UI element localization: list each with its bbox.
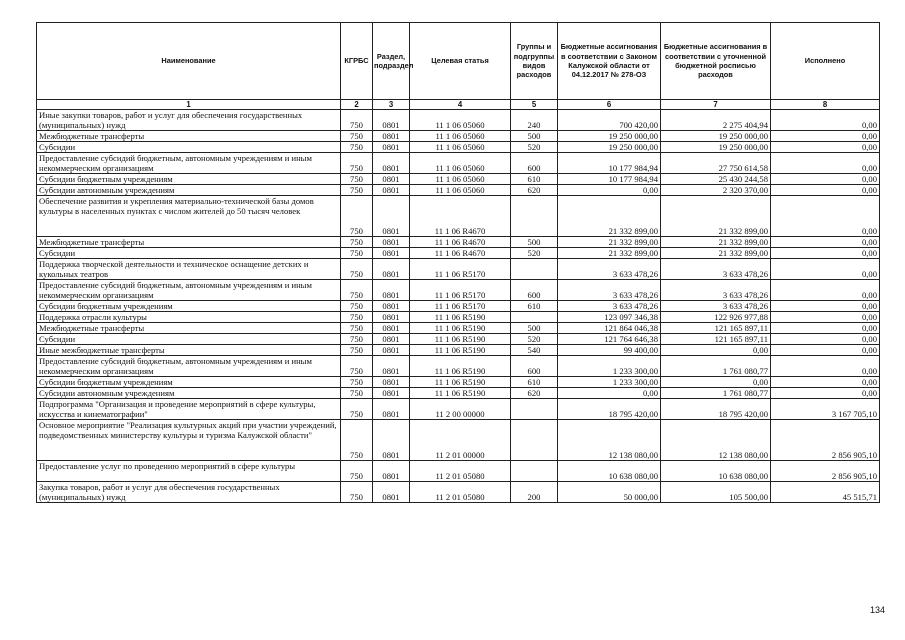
- table-row: [37, 174, 880, 185]
- row-name-cell: Межбюджетные трансферты: [37, 237, 341, 248]
- row-executed-amount-cell: 0,00: [771, 345, 880, 356]
- row-section-cell: 0801: [373, 420, 410, 461]
- row-name-cell: Обеспечение развития и укрепления материально-технической базы домов культуры в населенных пунктах с числом жителей до 50 тысяч человек: [37, 196, 341, 237]
- row-executed-amount-cell: 0,00: [771, 323, 880, 334]
- row-law-amount-cell: 18 795 420,00: [558, 399, 661, 420]
- row-law-amount-cell: 1 233 300,00: [558, 377, 661, 388]
- row-name-cell: Поддержка отрасли культуры: [37, 312, 341, 323]
- row-name-cell: Предоставление субсидий бюджетным, автономным учреждениям и иным некоммерческим организациям: [37, 356, 341, 377]
- row-target-cell: 11 2 00 00000: [410, 399, 511, 420]
- row-executed-amount-cell: 0,00: [771, 174, 880, 185]
- row-name-cell: Субсидии: [37, 142, 341, 153]
- row-refined-amount-cell: 122 926 977,88: [661, 312, 771, 323]
- table-row: [37, 301, 880, 312]
- row-executed-amount-cell: 0,00: [771, 153, 880, 174]
- row-name-cell: Предоставление услуг по проведению мероприятий в сфере культуры: [37, 461, 341, 482]
- row-executed-amount-cell: 0,00: [771, 312, 880, 323]
- header-section: Раздел, подраздел: [373, 23, 410, 100]
- header-refined: Бюджетные ассигнования в соответствии с уточненной бюджетной росписью расходов: [661, 23, 771, 100]
- row-refined-amount-cell: 3 633 478,26: [661, 259, 771, 280]
- row-executed-amount-cell: 0,00: [771, 334, 880, 345]
- row-name-cell: Иные закупки товаров, работ и услуг для обеспечения государственных (муниципальных) нужд: [37, 110, 341, 131]
- row-name-cell: Предоставление субсидий бюджетным, автономным учреждениям и иным некоммерческим организациям: [37, 153, 341, 174]
- row-group-cell: [511, 420, 558, 461]
- row-executed-amount-cell: 45 515,71: [771, 482, 880, 503]
- row-law-amount-cell: 21 332 899,00: [558, 248, 661, 259]
- row-target-cell: 11 2 01 05080: [410, 482, 511, 503]
- row-kgrbs-cell: 750: [341, 399, 373, 420]
- row-kgrbs-cell: 750: [341, 174, 373, 185]
- row-name-cell: Закупка товаров, работ и услуг для обеспечения государственных (муниципальных) нужд: [37, 482, 341, 503]
- row-group-cell: 600: [511, 153, 558, 174]
- row-refined-amount-cell: 1 761 080,77: [661, 388, 771, 399]
- table-row: [37, 461, 880, 482]
- row-group-cell: 620: [511, 388, 558, 399]
- row-section-cell: 0801: [373, 174, 410, 185]
- row-executed-amount-cell: 3 167 705,10: [771, 399, 880, 420]
- row-kgrbs-cell: 750: [341, 356, 373, 377]
- row-refined-amount-cell: 2 275 404,94: [661, 110, 771, 131]
- column-number: 6: [558, 100, 661, 110]
- table-row: [37, 259, 880, 280]
- row-group-cell: 520: [511, 334, 558, 345]
- row-target-cell: 11 1 06 R5190: [410, 323, 511, 334]
- table-row: [37, 196, 880, 237]
- row-group-cell: 520: [511, 248, 558, 259]
- row-name-cell: Субсидии автономным учреждениям: [37, 388, 341, 399]
- row-refined-amount-cell: 121 165 897,11: [661, 323, 771, 334]
- row-law-amount-cell: 50 000,00: [558, 482, 661, 503]
- row-law-amount-cell: 0,00: [558, 388, 661, 399]
- row-kgrbs-cell: 750: [341, 196, 373, 237]
- row-target-cell: 11 1 06 R4670: [410, 237, 511, 248]
- row-group-cell: 240: [511, 110, 558, 131]
- row-group-cell: 600: [511, 356, 558, 377]
- row-law-amount-cell: 12 138 080,00: [558, 420, 661, 461]
- header-groups: Группы и подгруппы видов расходов: [511, 23, 558, 100]
- row-target-cell: 11 1 06 R4670: [410, 248, 511, 259]
- row-section-cell: 0801: [373, 131, 410, 142]
- row-refined-amount-cell: 10 638 080,00: [661, 461, 771, 482]
- row-target-cell: 11 1 06 R5190: [410, 345, 511, 356]
- row-target-cell: 11 1 06 R4670: [410, 196, 511, 237]
- row-name-cell: Поддержка творческой деятельности и техническое оснащение детских и кукольных театров: [37, 259, 341, 280]
- row-name-cell: Межбюджетные трансферты: [37, 131, 341, 142]
- table-body: [37, 110, 880, 503]
- row-section-cell: 0801: [373, 334, 410, 345]
- row-section-cell: 0801: [373, 110, 410, 131]
- row-group-cell: [511, 312, 558, 323]
- table-row: [37, 131, 880, 142]
- row-group-cell: [511, 461, 558, 482]
- row-group-cell: 500: [511, 131, 558, 142]
- row-kgrbs-cell: 750: [341, 237, 373, 248]
- row-name-cell: Субсидии бюджетным учреждениям: [37, 377, 341, 388]
- header-kgrbs: КГРБС: [341, 23, 373, 100]
- row-executed-amount-cell: 0,00: [771, 259, 880, 280]
- row-target-cell: 11 1 06 R5190: [410, 388, 511, 399]
- column-number-row: [37, 100, 880, 110]
- row-section-cell: 0801: [373, 323, 410, 334]
- table-row: [37, 185, 880, 196]
- row-executed-amount-cell: 0,00: [771, 110, 880, 131]
- row-refined-amount-cell: 27 750 614,58: [661, 153, 771, 174]
- row-executed-amount-cell: 0,00: [771, 280, 880, 301]
- row-kgrbs-cell: 750: [341, 345, 373, 356]
- row-target-cell: 11 1 06 05060: [410, 174, 511, 185]
- row-name-cell: Подпрограмма "Организация и проведение мероприятий в сфере культуры, искусства и кинематографии": [37, 399, 341, 420]
- row-refined-amount-cell: 3 633 478,26: [661, 301, 771, 312]
- row-section-cell: 0801: [373, 248, 410, 259]
- row-executed-amount-cell: 0,00: [771, 388, 880, 399]
- row-group-cell: 610: [511, 174, 558, 185]
- row-group-cell: 520: [511, 142, 558, 153]
- row-refined-amount-cell: 19 250 000,00: [661, 131, 771, 142]
- row-executed-amount-cell: 0,00: [771, 248, 880, 259]
- table-row: [37, 399, 880, 420]
- row-kgrbs-cell: 750: [341, 312, 373, 323]
- table-row: [37, 345, 880, 356]
- table-row: [37, 312, 880, 323]
- row-kgrbs-cell: 750: [341, 334, 373, 345]
- row-law-amount-cell: 19 250 000,00: [558, 131, 661, 142]
- row-section-cell: 0801: [373, 388, 410, 399]
- row-group-cell: 500: [511, 323, 558, 334]
- row-group-cell: 600: [511, 280, 558, 301]
- row-law-amount-cell: 10 177 984,94: [558, 153, 661, 174]
- row-kgrbs-cell: 750: [341, 248, 373, 259]
- row-section-cell: 0801: [373, 356, 410, 377]
- row-name-cell: Иные межбюджетные трансферты: [37, 345, 341, 356]
- row-group-cell: 610: [511, 377, 558, 388]
- row-target-cell: 11 1 06 R5190: [410, 312, 511, 323]
- row-section-cell: 0801: [373, 377, 410, 388]
- row-section-cell: 0801: [373, 142, 410, 153]
- column-number: 7: [661, 100, 771, 110]
- row-kgrbs-cell: 750: [341, 482, 373, 503]
- row-law-amount-cell: 3 633 478,26: [558, 259, 661, 280]
- row-refined-amount-cell: 0,00: [661, 377, 771, 388]
- row-refined-amount-cell: 2 320 370,00: [661, 185, 771, 196]
- header-target: Целевая статья: [410, 23, 511, 100]
- row-kgrbs-cell: 750: [341, 153, 373, 174]
- row-kgrbs-cell: 750: [341, 388, 373, 399]
- table-row: [37, 388, 880, 399]
- row-refined-amount-cell: 21 332 899,00: [661, 196, 771, 237]
- row-section-cell: 0801: [373, 153, 410, 174]
- row-executed-amount-cell: 0,00: [771, 185, 880, 196]
- row-group-cell: 500: [511, 237, 558, 248]
- budget-table: [36, 22, 880, 503]
- row-law-amount-cell: 3 633 478,26: [558, 280, 661, 301]
- budget-sheet: [36, 22, 880, 503]
- row-target-cell: 11 1 06 R5170: [410, 259, 511, 280]
- row-section-cell: 0801: [373, 312, 410, 323]
- row-name-cell: Субсидии бюджетным учреждениям: [37, 301, 341, 312]
- row-section-cell: 0801: [373, 345, 410, 356]
- row-refined-amount-cell: 1 761 080,77: [661, 356, 771, 377]
- row-law-amount-cell: 10 177 984,94: [558, 174, 661, 185]
- row-section-cell: 0801: [373, 482, 410, 503]
- row-kgrbs-cell: 750: [341, 110, 373, 131]
- row-target-cell: 11 1 06 05060: [410, 142, 511, 153]
- row-law-amount-cell: 1 233 300,00: [558, 356, 661, 377]
- row-section-cell: 0801: [373, 461, 410, 482]
- row-executed-amount-cell: 0,00: [771, 377, 880, 388]
- row-refined-amount-cell: 0,00: [661, 345, 771, 356]
- row-name-cell: Основное мероприятие "Реализация культурных акций при участии учреждений, подведомственных министерству культуры и туризма Калужской области": [37, 420, 341, 461]
- row-group-cell: 540: [511, 345, 558, 356]
- row-executed-amount-cell: 0,00: [771, 142, 880, 153]
- row-kgrbs-cell: 750: [341, 301, 373, 312]
- header-executed: Исполнено: [771, 23, 880, 100]
- row-refined-amount-cell: 121 165 897,11: [661, 334, 771, 345]
- row-executed-amount-cell: 2 856 905,10: [771, 420, 880, 461]
- table-row: [37, 323, 880, 334]
- row-target-cell: 11 2 01 00000: [410, 420, 511, 461]
- row-kgrbs-cell: 750: [341, 420, 373, 461]
- row-executed-amount-cell: 2 856 905,10: [771, 461, 880, 482]
- row-law-amount-cell: 121 864 046,38: [558, 323, 661, 334]
- row-section-cell: 0801: [373, 280, 410, 301]
- row-law-amount-cell: 121 764 646,38: [558, 334, 661, 345]
- row-group-cell: [511, 259, 558, 280]
- row-section-cell: 0801: [373, 196, 410, 237]
- row-kgrbs-cell: 750: [341, 461, 373, 482]
- row-executed-amount-cell: 0,00: [771, 196, 880, 237]
- row-kgrbs-cell: 750: [341, 323, 373, 334]
- row-name-cell: Субсидии бюджетным учреждениям: [37, 174, 341, 185]
- row-target-cell: 11 1 06 R5190: [410, 356, 511, 377]
- row-refined-amount-cell: 25 430 244,58: [661, 174, 771, 185]
- row-refined-amount-cell: 105 500,00: [661, 482, 771, 503]
- page-number: 134: [869, 605, 885, 615]
- row-refined-amount-cell: 18 795 420,00: [661, 399, 771, 420]
- row-executed-amount-cell: 0,00: [771, 237, 880, 248]
- row-kgrbs-cell: 750: [341, 259, 373, 280]
- row-section-cell: 0801: [373, 259, 410, 280]
- header-name: Наименование: [37, 23, 341, 100]
- row-law-amount-cell: 3 633 478,26: [558, 301, 661, 312]
- row-name-cell: Субсидии: [37, 334, 341, 345]
- row-group-cell: [511, 399, 558, 420]
- row-kgrbs-cell: 750: [341, 377, 373, 388]
- row-group-cell: 610: [511, 301, 558, 312]
- row-name-cell: Субсидии: [37, 248, 341, 259]
- row-target-cell: 11 1 06 R5170: [410, 301, 511, 312]
- header-row: [37, 23, 880, 100]
- row-kgrbs-cell: 750: [341, 280, 373, 301]
- column-number: 5: [511, 100, 558, 110]
- row-target-cell: 11 1 06 05060: [410, 110, 511, 131]
- table-row: [37, 377, 880, 388]
- row-target-cell: 11 1 06 05060: [410, 153, 511, 174]
- row-section-cell: 0801: [373, 237, 410, 248]
- row-law-amount-cell: 700 420,00: [558, 110, 661, 131]
- row-refined-amount-cell: 19 250 000,00: [661, 142, 771, 153]
- row-section-cell: 0801: [373, 301, 410, 312]
- row-executed-amount-cell: 0,00: [771, 131, 880, 142]
- header-law: Бюджетные ассигнования в соответствии с Законом Калужской области от 04.12.2017 № 278-ОЗ: [558, 23, 661, 100]
- row-target-cell: 11 1 06 05060: [410, 131, 511, 142]
- row-refined-amount-cell: 3 633 478,26: [661, 280, 771, 301]
- row-group-cell: 200: [511, 482, 558, 503]
- row-target-cell: 11 1 06 R5190: [410, 377, 511, 388]
- row-target-cell: 11 1 06 05060: [410, 185, 511, 196]
- column-number: 4: [410, 100, 511, 110]
- column-number: 8: [771, 100, 880, 110]
- table-row: [37, 280, 880, 301]
- table-row: [37, 110, 880, 131]
- row-executed-amount-cell: 0,00: [771, 356, 880, 377]
- row-law-amount-cell: 19 250 000,00: [558, 142, 661, 153]
- row-refined-amount-cell: 21 332 899,00: [661, 248, 771, 259]
- row-executed-amount-cell: 0,00: [771, 301, 880, 312]
- row-group-cell: 620: [511, 185, 558, 196]
- row-section-cell: 0801: [373, 399, 410, 420]
- row-section-cell: 0801: [373, 185, 410, 196]
- row-law-amount-cell: 99 400,00: [558, 345, 661, 356]
- row-refined-amount-cell: 21 332 899,00: [661, 237, 771, 248]
- row-law-amount-cell: 10 638 080,00: [558, 461, 661, 482]
- table-row: [37, 142, 880, 153]
- column-number: 2: [341, 100, 373, 110]
- row-name-cell: Предоставление субсидий бюджетным, автономным учреждениям и иным некоммерческим организациям: [37, 280, 341, 301]
- table-row: [37, 237, 880, 248]
- row-target-cell: 11 2 01 05080: [410, 461, 511, 482]
- row-refined-amount-cell: 12 138 080,00: [661, 420, 771, 461]
- row-name-cell: Субсидии автономным учреждениям: [37, 185, 341, 196]
- column-number: 1: [37, 100, 341, 110]
- table-row: [37, 153, 880, 174]
- row-law-amount-cell: 21 332 899,00: [558, 196, 661, 237]
- row-target-cell: 11 1 06 R5170: [410, 280, 511, 301]
- row-target-cell: 11 1 06 R5190: [410, 334, 511, 345]
- table-row: [37, 356, 880, 377]
- column-number: 3: [373, 100, 410, 110]
- table-row: [37, 334, 880, 345]
- row-kgrbs-cell: 750: [341, 142, 373, 153]
- row-kgrbs-cell: 750: [341, 185, 373, 196]
- table-row: [37, 420, 880, 461]
- row-name-cell: Межбюджетные трансферты: [37, 323, 341, 334]
- row-kgrbs-cell: 750: [341, 131, 373, 142]
- row-law-amount-cell: 0,00: [558, 185, 661, 196]
- row-law-amount-cell: 123 097 346,38: [558, 312, 661, 323]
- row-law-amount-cell: 21 332 899,00: [558, 237, 661, 248]
- table-row: [37, 482, 880, 503]
- table-row: [37, 248, 880, 259]
- row-group-cell: [511, 196, 558, 237]
